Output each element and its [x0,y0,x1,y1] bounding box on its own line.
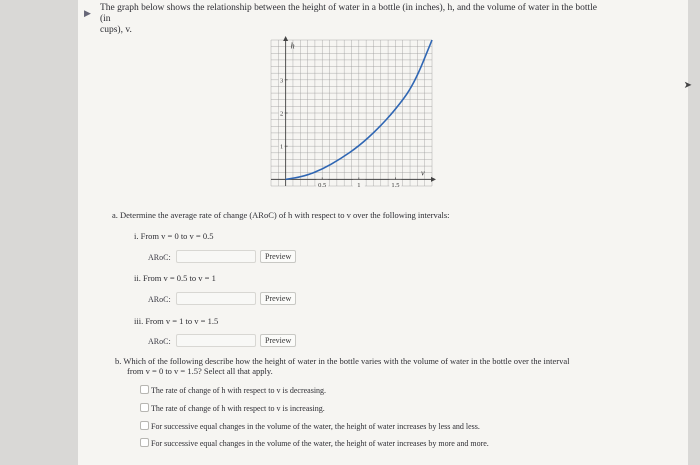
option-1-label: The rate of change of h with respect to v is decreasing. [151,386,327,395]
question-intro [100,3,600,36]
preview-3-button[interactable]: Preview [260,334,296,347]
aroc-1-label: ARoC: [148,253,171,262]
x-axis-arrow-icon [431,177,436,182]
x-tick-label: 1.5 [391,181,400,189]
y-tick-label: 1 [280,143,284,151]
option-2[interactable] [140,403,325,415]
graph-ticks [279,76,402,189]
intro-line-1: The graph below shows the relationship between the height of water in a bottle (in inches), h, and the volume of water in the bottle (in [100,3,598,24]
x-tick-label: 0.5 [318,181,327,189]
aroc-2-label: ARoC: [148,295,171,304]
graph-axes [271,36,436,186]
part-b-prompt [115,356,635,376]
collapse-triangle-icon[interactable]: ▶ [84,8,91,18]
x-axis-label: v [421,168,425,178]
height-volume-graph [263,36,438,196]
option-3-checkbox[interactable] [140,421,149,430]
part-b-prompt-line-1: b. Which of the following describe how the height of water in the bottle varies with the volume of water in the bottle over the interval [115,356,570,366]
option-4-checkbox[interactable] [140,438,149,447]
y-axis-arrow-icon [283,36,288,41]
option-2-checkbox[interactable] [140,403,149,412]
part-b-prompt-line-2: from v = 0 to v = 1.5? Select all that apply. [127,366,273,376]
option-3[interactable] [140,421,480,433]
aroc-3-input[interactable] [176,334,256,347]
part-a-prompt: a. Determine the average rate of change (ARoC) of h with respect to v over the following intervals: [112,210,450,220]
y-tick-label: 2 [280,110,284,118]
aroc-1-input[interactable] [176,250,256,263]
x-tick-label: 1 [357,181,361,189]
interval-3-label: iii. From v = 1 to v = 1.5 [134,316,219,326]
option-4-label: For successive equal changes in the volume of the water, the height of water increases by more and more. [151,439,489,448]
option-1[interactable] [140,385,326,397]
y-axis-label: h [290,41,295,51]
interval-1-label: i. From v = 0 to v = 0.5 [134,231,214,241]
option-2-label: The rate of change of h with respect to v is increasing. [151,404,325,413]
side-arrow-icon[interactable]: ➤ [683,80,692,91]
preview-2-button[interactable]: Preview [260,292,296,305]
interval-2-label: ii. From v = 0.5 to v = 1 [134,273,216,283]
option-1-checkbox[interactable] [140,385,149,394]
y-tick-label: 3 [280,77,284,85]
graph-grid [271,40,432,186]
aroc-2-input[interactable] [176,292,256,305]
option-3-label: For successive equal changes in the volume of the water, the height of water increases by less and less. [151,422,480,431]
option-4[interactable] [140,438,489,450]
aroc-3-label: ARoC: [148,337,171,346]
preview-1-button[interactable]: Preview [260,250,296,263]
intro-line-2: cups), v. [100,25,132,35]
